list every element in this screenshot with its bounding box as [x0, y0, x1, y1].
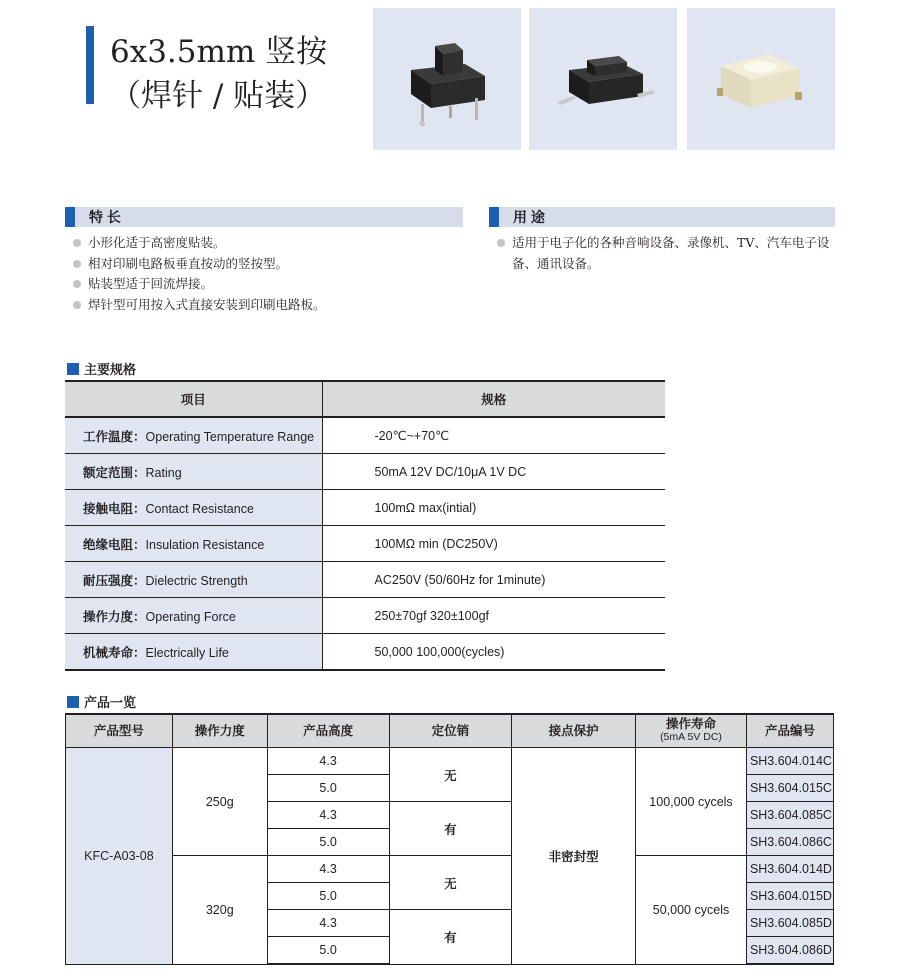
features-heading-marker	[65, 207, 75, 227]
height-cell: 5.0	[267, 829, 389, 856]
code-cell: SH3.604.086C	[746, 829, 833, 856]
list-item: 小形化适于高密度贴装。	[70, 233, 460, 254]
code-cell: SH3.604.085D	[746, 910, 833, 937]
spec-heading: 主要规格	[67, 362, 136, 378]
height-cell: 4.3	[267, 856, 389, 883]
code-cell: SH3.604.086D	[746, 937, 833, 965]
usage-heading-band	[489, 207, 835, 227]
height-cell: 5.0	[267, 883, 389, 910]
page-title	[110, 30, 327, 118]
bullet-icon	[73, 239, 81, 247]
code-cell: SH3.604.015D	[746, 883, 833, 910]
table-row	[66, 856, 834, 883]
col-model: 产品型号	[66, 714, 173, 748]
table-row: 机械寿命：Electrically Life 50,000 100,000(cycles)	[65, 634, 665, 671]
table-row: 接触电阻：Contact Resistance 100mΩ max(intial)	[65, 490, 665, 526]
list-item: 贴装型适于回流焊接。	[70, 274, 460, 295]
table-row	[66, 748, 834, 775]
height-cell: 4.3	[267, 910, 389, 937]
bullet-icon	[497, 239, 505, 247]
list-item: 相对印刷电路板垂直按动的竖按型。	[70, 254, 460, 275]
pin-cell: 无	[389, 748, 512, 802]
features-list	[70, 233, 460, 315]
life-cell: 50,000 cycels	[636, 856, 747, 965]
life-cell: 100,000 cycels	[636, 748, 747, 856]
height-cell: 5.0	[267, 937, 389, 965]
table-row: 额定范围：Rating 50mA 12V DC/10μA 1V DC	[65, 454, 665, 490]
usage-heading: 用 途	[513, 209, 545, 225]
title-accent-bar	[86, 26, 94, 104]
spec-col-item: 项目	[65, 381, 322, 417]
col-pin: 定位销	[389, 714, 512, 748]
pin-cell: 无	[389, 856, 512, 910]
products-heading: 产品一览	[67, 695, 136, 711]
tact-switch-smd-white-photo	[687, 8, 835, 150]
page-title-line2: （焊针 / 贴装）	[110, 78, 327, 114]
list-item: 适用于电子化的各种音响设备、录像机、TV、汽车电子设备、通讯设备。	[494, 233, 836, 274]
height-cell: 5.0	[267, 775, 389, 802]
pin-cell: 有	[389, 802, 512, 856]
force-cell: 250g	[172, 748, 267, 856]
col-code: 产品编号	[746, 714, 833, 748]
spec-heading-marker	[67, 363, 79, 375]
model-cell: KFC-A03-08	[66, 748, 173, 965]
product-table	[65, 713, 834, 965]
products-heading-marker	[67, 696, 79, 708]
protection-cell: 非密封型	[512, 748, 636, 965]
code-cell: SH3.604.014D	[746, 856, 833, 883]
spec-col-spec: 规格	[322, 381, 665, 417]
bullet-icon	[73, 301, 81, 309]
table-row: 工作温度：Operating Temperature Range -20℃~+70℃	[65, 417, 665, 454]
table-row: 操作力度：Operating Force 250±70gf 320±100gf	[65, 598, 665, 634]
code-cell: SH3.604.085C	[746, 802, 833, 829]
page-title-line1: 6x3.5mm 竖按	[110, 34, 328, 70]
usage-heading-marker	[489, 207, 499, 227]
col-protection: 接点保护	[512, 714, 636, 748]
height-cell: 4.3	[267, 748, 389, 775]
features-heading: 特 长	[89, 209, 121, 225]
tact-switch-dip-photo	[373, 8, 521, 150]
table-row: 绝缘电阻：Insulation Resistance 100MΩ min (DC250V)	[65, 526, 665, 562]
spec-table	[65, 380, 665, 671]
force-cell: 320g	[172, 856, 267, 965]
col-force: 操作力度	[172, 714, 267, 748]
height-cell: 4.3	[267, 802, 389, 829]
col-life: 操作寿命 (5mA 5V DC)	[636, 714, 747, 748]
pin-cell: 有	[389, 910, 512, 965]
bullet-icon	[73, 260, 81, 268]
usage-list	[494, 233, 836, 274]
tact-switch-smd-black-photo	[529, 8, 677, 150]
table-row: 耐压强度：Dielectric Strength AC250V (50/60Hz for 1minute)	[65, 562, 665, 598]
col-height: 产品高度	[267, 714, 389, 748]
features-heading-band	[65, 207, 463, 227]
bullet-icon	[73, 280, 81, 288]
code-cell: SH3.604.015C	[746, 775, 833, 802]
code-cell: SH3.604.014C	[746, 748, 833, 775]
list-item: 焊针型可用按入式直接安装到印刷电路板。	[70, 295, 460, 316]
